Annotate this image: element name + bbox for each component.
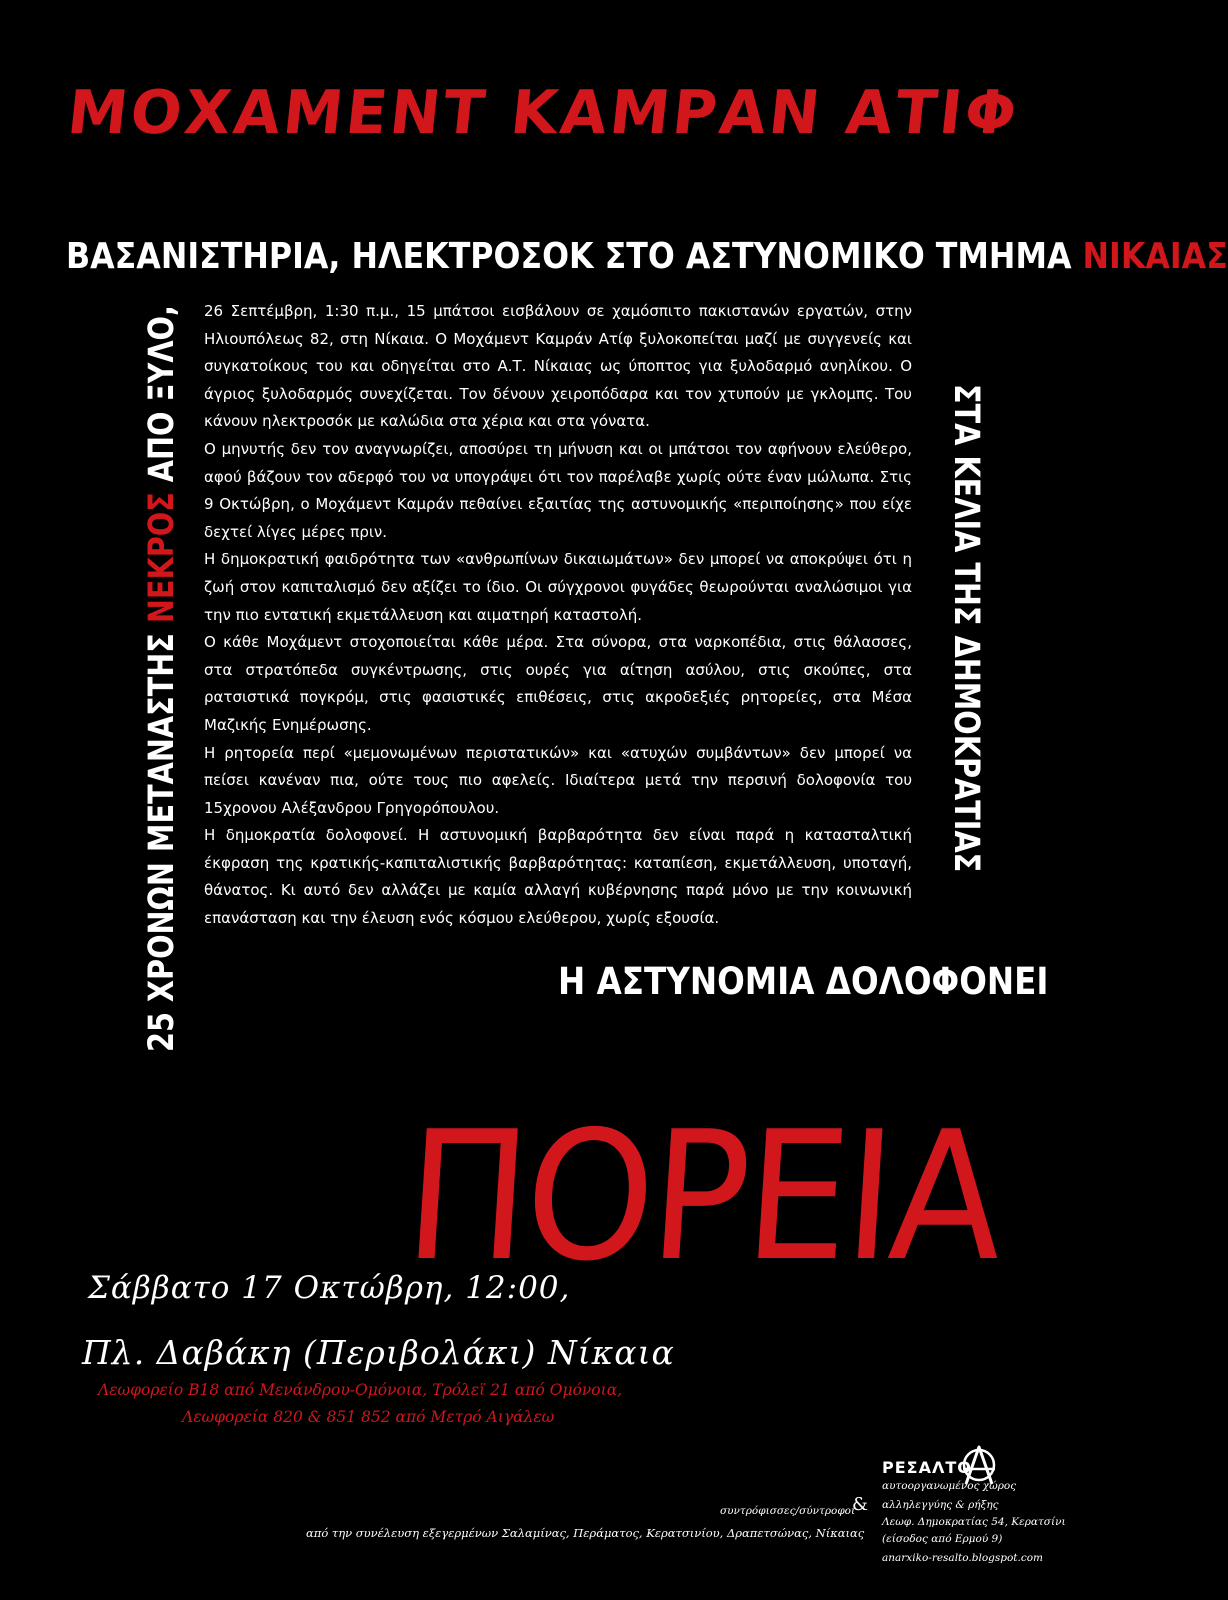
headline-highlight: ΝΙΚΑΙΑΣ bbox=[1082, 236, 1228, 277]
right-vertical-slogan bbox=[942, 384, 986, 944]
org-line-3: Λεωφ. Δημοκρατίας 54, Κερατσίνι bbox=[882, 1516, 1066, 1528]
left-vertical-highlight: ΝΕΚΡΟΣ bbox=[142, 492, 182, 624]
org-line-2: αλληλεγγύης & ρήξης bbox=[882, 1499, 999, 1511]
right-vertical-text: ΣΤΑ ΚΕΛΙΑ ΤΗΣ ΔΗΜΟΚΡΑΤΙΑΣ bbox=[946, 384, 986, 873]
transport-info-1: Λεωφορείο Β18 από Μενάνδρου-Ομόνοια, Τρόλεϊ 21 από Ομόνοια, bbox=[98, 1381, 623, 1399]
assembly-label: συντρόφισσες/σύντροφοι bbox=[720, 1505, 856, 1517]
org-name: ΡΕΣΑΛΤΟ bbox=[882, 1458, 972, 1477]
left-vertical-before: 25 ΧΡΟΝΩΝ ΜΕΤΑΝΑΣΤΗΣ bbox=[142, 623, 182, 1052]
left-vertical-slogan bbox=[142, 305, 186, 1052]
event-label: ΠΟΡΕΙΑ bbox=[399, 1093, 1006, 1300]
assembly-line: από την συνέλευση εξεγερμένων Σαλαμίνας, Περάματος, Κερατσινίου, Δραπετσώνας, Νίκαιας bbox=[306, 1526, 865, 1540]
body-paragraph: Ο μηνυτής δεν τον αναγνωρίζει, αποσύρει τη μήνυση και οι μπάτσοι τον αφήνουν ελεύθερο, αφού βάζουν τον αδερφό του να υπογράψει ότι τον παρέλαβε χωρίς ούτε έναν μώλωπα. Στις 9 Οκτώβρη, ο Μοχάμεντ Καμράν πεθαίνει εξαιτίας της αστυνομικής «περιποίησης» που είχε δεχτεί λίγες μέρες πριν. bbox=[204, 439, 912, 541]
body-paragraph: Η δημοκρατία δολοφονεί. Η αστυνομική βαρβαρότητα δεν είναι παρά η κατασταλτική έκφραση της κρατικής-καπιταλιστικής βαρβαρότητας: καταπίεση, εκμετάλλευση, υποταγή, θάνατος. Κι αυτό δεν αλλάζει με καμία αλλαγή κυβέρνησης παρά μόνο με την κοινωνική επανάσταση και την έλευση ενός κόσμου ελεύθερου, χωρίς εξουσία. bbox=[204, 826, 912, 928]
body-text bbox=[204, 298, 912, 933]
body-paragraph: Η ρητορεία περί «μεμονωμένων περιστατικών» και «ατυχών συμβάντων» δεν μπορεί να πείσει κανέναν πια, ούτε τους πιο αφελείς. Ιδιαίτερα μετά την περσινή δολοφονία του 15χρονου Αλέξανδρου Γρηγορόπουλου. bbox=[204, 743, 912, 817]
org-blog-link: anarxiko-resalto.blogspot.com bbox=[882, 1552, 1044, 1564]
org-line-1: αυτοοργανωμένος χώρος bbox=[882, 1480, 1017, 1492]
left-vertical-after: ΑΠΟ ΞΥΛΟ, bbox=[142, 305, 182, 493]
body-paragraph: Ο κάθε Μοχάμεντ στοχοποιείται κάθε μέρα. Στα σύνορα, στα ναρκοπέδια, στις θάλασσες, στα στρατόπεδα συγκέντρωσης, στις ουρές για αίτηση ασύλου, στις σκούπες, στα ρατσιστικά πογκρόμ, στις φασιστικές επιθέσεις, στις ακροδεξιές ρητορείες, στα Μέσα Μαζικής Ενημέρωσης. bbox=[204, 633, 912, 734]
body-paragraph: 26 Σεπτέμβρη, 1:30 π.μ., 15 μπάτσοι εισβάλουν σε χαμόσπιτο πακιστανών εργατών, στην Ηλιουπόλεως 82, στη Νίκαια. Ο Μοχάμεντ Καμράν Ατίφ ξυλοκοπείται μαζί με συγγενείς και συγκατοίκους του και οδηγείται στο Α.Τ. Νίκαιας ως ύποπτος για ξυλοδαρμό ανηλίκου. Ο άγριος ξυλοδαρμός συνεχίζεται. Τον δένουν χειροπόδαρα και τον χτυπούν με γκλομπς. Του κάνουν ηλεκτροσόκ με καλώδια στα χέρια και στα γόνατα. bbox=[204, 302, 912, 431]
transport-info-2: Λεωφορεία 820 & 851 852 από Μετρό Αιγάλεω bbox=[182, 1408, 555, 1426]
headline bbox=[66, 236, 1228, 277]
slogan: Η ΑΣΤΥΝΟΜΙΑ ΔΟΛΟΦΟΝΕΙ bbox=[558, 960, 1049, 1003]
event-place: Πλ. Δαβάκη (Περιβολάκι) Νίκαια bbox=[82, 1333, 675, 1372]
event-date: Σάββατο 17 Οκτώβρη, 12:00, bbox=[88, 1270, 571, 1306]
ampersand: & bbox=[852, 1494, 869, 1515]
poster-title: ΜΟΧΑΜΕΝΤ ΚΑΜΡΑΝ ΑΤΙΦ bbox=[64, 78, 1023, 148]
headline-main: ΒΑΣΑΝΙΣΤΗΡΙΑ, ΗΛΕΚΤΡΟΣΟΚ ΣΤΟ ΑΣΤΥΝΟΜΙΚΟ ΤΜΗΜΑ bbox=[66, 236, 1083, 277]
org-line-4: (είσοδος από Ερμού 9) bbox=[882, 1533, 1003, 1545]
body-paragraph: Η δημοκρατική φαιδρότητα των «ανθρωπίνων δικαιωμάτων» δεν μπορεί να αποκρύψει ότι η ζωή στον καπιταλισμό δεν αξίζει το ίδιο. Οι σύγχρονοι φυγάδες θεωρούνται αναλώσιμοι για την πιο εντατική εκμετάλλευση και αιματηρή καταστολή. bbox=[204, 550, 912, 624]
